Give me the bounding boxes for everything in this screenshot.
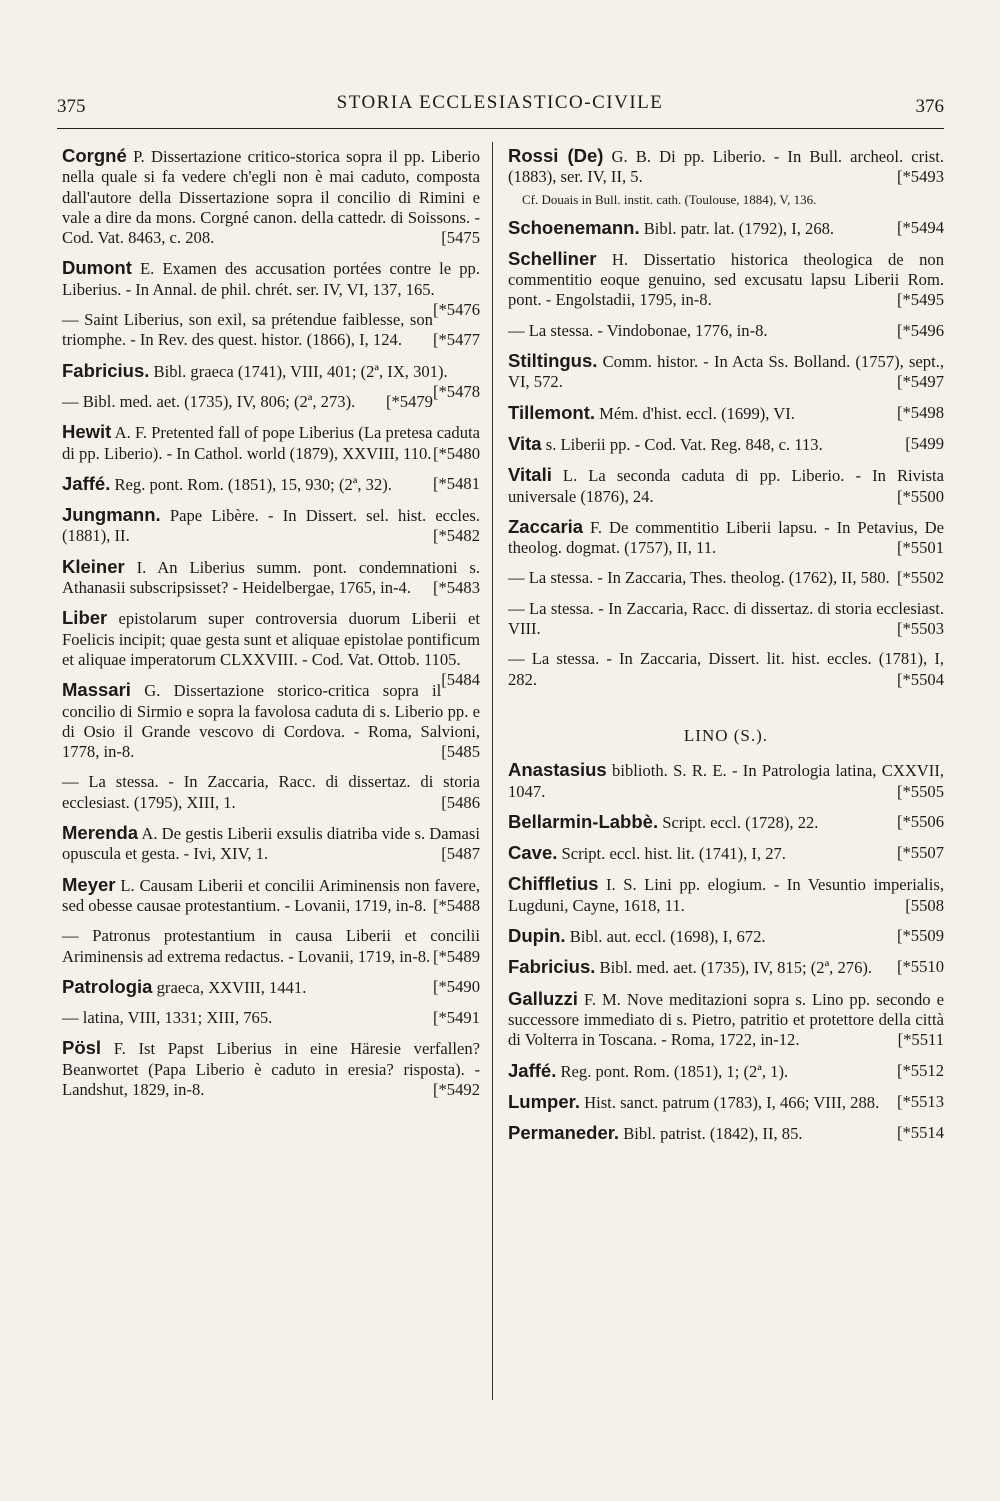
bibliography-entry [62,926,480,967]
entry-number: [*5500 [896,486,944,506]
entry-author: Chiffletius [508,873,599,895]
entry-number: [*5493 [896,167,944,187]
entry-author: Schelliner [508,247,597,269]
entry-text: Hist. sanct. patrum (1783), I, 466; VIII, 288. [579,1092,880,1112]
bibliography-entry [508,1092,944,1113]
entry-number: [*5513 [896,1091,944,1111]
entry-text: — Patronus protestantium in causa Liberii et concilii Ariminensis ad extrema redactus. - Lovanii, 1719, in-8. [62,926,480,966]
bibliography-entry [508,843,944,864]
bibliography-entry [62,772,480,813]
entry-source-note: Cf. Douais in Bull. instit. cath. (Toulouse, 1884), V, 136. [522,191,817,207]
entry-author: Dupin. [508,925,566,947]
entry-text: L. La seconda caduta di pp. Liberio. - In Rivista universale (1876), 24. [508,466,944,506]
entry-author: Anastasius [508,759,607,781]
entry-author: Jaffé. [62,472,111,494]
entry-text: H. Dissertatio historica theologica de non commentitio eoque genuino, sed excusatu lapsu Liberii Rom. pont. - Engolstadii, 1795, in-8. [508,249,944,310]
bibliography-entry [508,926,944,947]
entry-author: Schoenemann. [508,216,640,238]
entry-text: — La stessa. - In Zaccaria, Thes. theolog. (1762), II, 580. [508,568,890,588]
bibliography-entry [508,1061,944,1082]
entry-number: [*5509 [896,926,944,946]
entry-text: P. Dissertazione critico-storica sopra il pp. Liberio nella quale si fa vedere ch'egli non è mai caduto, composta dall'autore della Dissertazione sopra il concilio di Rimini e vale a dire da mons. Corgné canon. della cattedr. di Soissons. - Cod. Vat. 8463, c. 208. [62,147,480,248]
bibliography-entry [508,649,944,690]
entry-author: Stiltingus. [508,350,598,372]
entry-number: [*5483 [432,578,480,598]
entry-number: [5487 [441,844,480,864]
entry-number: [*5514 [896,1123,944,1143]
bibliography-entry [62,1038,480,1100]
bibliography-entry [508,351,944,393]
entry-author: Patrologia [62,975,153,997]
bibliography-entry [508,812,944,833]
entry-author: Liber [62,607,108,629]
entry-number: [5484 [441,670,480,690]
entry-text: Bibl. med. aet. (1735), IV, 815; (2ª, 276). [595,958,873,978]
bibliography-entry [62,1008,480,1028]
entry-author: Jaffé. [508,1059,557,1081]
entry-number: [*5481 [432,473,480,493]
entry-text: — La stessa. - In Zaccaria, Racc. di dissertaz. di storia ecclesiast. VIII. [508,598,944,639]
bibliography-entry [508,568,944,588]
bibliography-entry [62,823,480,865]
bibliography-entry [508,517,944,559]
entry-number: [*5490 [432,976,480,996]
entry-text: A. De gestis Liberii exsulis diatriba vide s. Damasi opuscula et gesta. - Ivi, XIV, 1. [62,824,480,864]
bibliography-entry [62,505,480,547]
entry-text: — La stessa. - Vindobonae, 1776, in-8. [508,320,768,340]
bibliography-entry [62,422,480,464]
entry-author: Zaccaria [508,515,584,537]
bibliography-entry [508,434,944,455]
entry-number: [*5501 [896,538,944,558]
bibliography-entry [508,1123,944,1144]
page-number-right: 376 [915,96,944,117]
entry-text: — La stessa. - In Zaccaria, Dissert. lit. hist. eccles. (1781), I, 282. [508,649,944,689]
entry-author: Tillemont. [508,401,596,423]
entry-author: Rossi (De) [508,145,604,166]
bibliography-entry [62,557,480,599]
bibliography-entry [508,760,944,802]
entry-text: I. S. Lini pp. elogium. - In Vesuntio imperialis, Lugduni, Cayne, 1618, 11. [508,875,944,915]
bibliography-entry [62,977,480,998]
entry-number: [*5504 [896,669,944,689]
entry-author: Vita [508,432,542,454]
bibliography-entry [62,146,480,248]
entry-text: F. M. Nove meditazioni sopra s. Lino pp. secondo e successore immediato di s. Pietro, patritio et protettore della città di Volterra in Toscana. - Roma, 1722, in-12. [508,989,944,1050]
entry-number: [5499 [905,433,944,453]
entry-number: [*5482 [432,526,480,546]
entry-text: Pape Libère. - In Dissert. sel. hist. eccles. (1881), II. [62,506,480,546]
entry-number: [*5503 [896,619,944,639]
entry-author: Jungmann. [62,504,161,526]
bibliography-entry [508,249,944,311]
entry-text: — latina, VIII, 1331; XIII, 765. [62,1008,273,1028]
entry-number: [*5511 [897,1030,944,1050]
left-column [62,146,480,1110]
entry-text: F. Ist Papst Liberius in eine Häresie verfallen? Beanwortet (Papa Liberio è caduto in eresia? risposta). - Landshut, 1829, in-8. [62,1039,480,1099]
entry-text: — Bibl. med. aet. (1735), IV, 806; (2ª, 273). [62,391,356,411]
entry-number: [*5506 [896,811,944,831]
bibliography-entry [62,474,480,495]
entry-number: [*5505 [896,781,944,801]
header-rule [57,128,944,129]
entry-text: E. Examen des accusation portées contre le pp. Liberius. - In Annal. de phil. chrét. ser. IV, VI, 137, 165. [62,259,480,299]
entry-number: [5475 [441,228,480,248]
entry-author: Merenda [62,822,139,844]
bibliography-entry [62,875,480,917]
right-column-entries [508,146,944,690]
bibliography-entry [62,257,480,320]
bibliography-entry [508,321,944,341]
entry-author: Vitali [508,464,552,486]
bibliography-entry [508,218,944,239]
entry-text: Reg. pont. Rom. (1851), 1; (2ª, 1). [556,1061,789,1081]
entry-author: Dumont [62,257,132,279]
right-column-entries-lino [508,760,944,1144]
entry-number: [*5491 [432,1008,480,1028]
entry-text: Reg. pont. Rom. (1851), 15, 930; (2ª, 32). [110,474,392,494]
entry-number: [*5495 [896,290,944,310]
entry-number: [5485 [441,742,480,762]
entry-text: Mém. d'hist. eccl. (1699), VI. [595,403,795,423]
entry-text: — La stessa. - In Zaccaria, Racc. di dissertaz. di storia ecclesiast. (1795), XIII, 1. [62,772,480,812]
bibliography-entry [62,392,480,412]
entry-number: [*5512 [896,1060,944,1080]
entry-text: L. Causam Liberii et concilii Ariminensis non favere, sed obesse causae protestantium. - Lovanii, 1719, in-8. [62,875,480,915]
entry-number: [*5479 [385,391,433,411]
entry-number: [*5494 [896,217,944,237]
section-title: LINO (S.). [683,725,769,745]
entry-author: Lumper. [508,1090,580,1112]
entry-number: [*5492 [432,1079,480,1099]
entry-text: Script. eccl. (1728), 22. [658,812,819,832]
entry-text: Bibl. patrist. (1842), II, 85. [619,1124,803,1144]
entry-number: [*5502 [896,568,944,588]
entry-number: [5486 [441,792,480,812]
entry-text: Bibl. graeca (1741), VIII, 401; (2ª, IX, 301). [149,361,448,381]
bibliography-entry [508,599,944,640]
right-column [508,146,944,1154]
bibliography-entry [62,680,480,762]
entry-text: graeca, XXVIII, 1441. [152,977,307,997]
entry-number: [*5488 [432,895,480,915]
entry-number: [5508 [905,895,944,915]
entry-text: G. B. Di pp. Liberio. - In Bull. archeol. crist. (1883), ser. IV, II, 5. [508,147,944,187]
entry-text: s. Liberii pp. - Cod. Vat. Reg. 848, c. 113. [541,434,823,454]
entry-author: Bellarmin-Labbè. [508,810,659,832]
entry-number: [*5476 [432,300,480,320]
page-number-left: 375 [57,96,86,117]
bibliography-entry [508,957,944,978]
entry-author: Cave. [508,842,558,864]
entry-author: Fabricius. [508,956,596,978]
entry-author: Corgné [62,145,127,166]
entry-number: [*5496 [896,320,944,340]
entry-author: Pösl [62,1037,102,1059]
page-header [0,92,1000,132]
bibliography-entry [508,403,944,424]
entry-author: Kleiner [62,555,125,577]
entry-text: epistolarum super controversia duorum Liberii et Foelicis incipit; quae gesta sunt et aliquae epistolae pontificum et aliquae imperatorum CLXXVIII. - Cod. Vat. Ottob. 1105. [62,609,480,669]
entry-number: [*5489 [432,946,480,966]
entry-text: A. F. Pretented fall of pope Liberius (La pretesa caduta di pp. Liberio). - In Cathol. world (1879), XXVIII, 110. [62,423,480,463]
entry-text: Comm. histor. - In Acta Ss. Bolland. (1757), sept., VI, 572. [508,352,944,392]
entry-text: F. De commentitio Liberii lapsu. - In Petavius, De theolog. dogmat. (1757), II, 11. [508,517,944,558]
running-title: STORIA ECCLESIASTICO-CIVILE [336,92,664,113]
entry-author: Meyer [62,873,116,895]
entry-number: [*5498 [896,402,944,422]
entry-text: — Saint Liberius, son exil, sa prétendue faiblesse, son triomphe. - In Rev. des quest. histor. (1866), I, 124. [62,310,433,350]
entry-author: Fabricius. [62,359,150,381]
column-divider [492,142,493,1400]
entry-number: [*5507 [896,843,944,863]
entry-author: Permaneder. [508,1122,620,1144]
entry-number: [*5477 [432,330,480,350]
entry-text: Bibl. aut. eccl. (1698), I, 672. [565,927,766,947]
entry-number: [*5478 [432,381,480,401]
bibliography-entry [508,989,944,1051]
entry-number: [*5510 [896,957,944,977]
entry-text: I. An Liberius summ. pont. condemnationi s. Athanasii subscripsisset? - Heidelbergae, 1765, in-4. [62,557,480,598]
entry-text: G. Dissertazione storico-critica sopra il concilio di Sirmio e sopra la favolosa caduta di s. Liberio pp. e di Osio il Grande vescovo di Cordova. - Roma, Salvioni, 1778, in-8. [62,681,480,762]
bibliography-entry [508,874,944,916]
entry-author: Massari [62,679,131,701]
entry-author: Galluzzi [508,987,578,1009]
entry-text: biblioth. S. R. E. - In Patrologia latina, CXXVII, 1047. [508,761,944,801]
entry-text: Bibl. patr. lat. (1792), I, 268. [639,218,835,238]
entry-number: [*5497 [896,372,944,392]
entry-number: [*5480 [432,443,480,463]
bibliography-entry [62,310,480,351]
bibliography-entry [508,465,944,507]
entry-text: Script. eccl. hist. lit. (1741), I, 27. [557,844,786,864]
entry-author: Hewit [62,421,112,443]
bibliography-entry [508,146,944,188]
